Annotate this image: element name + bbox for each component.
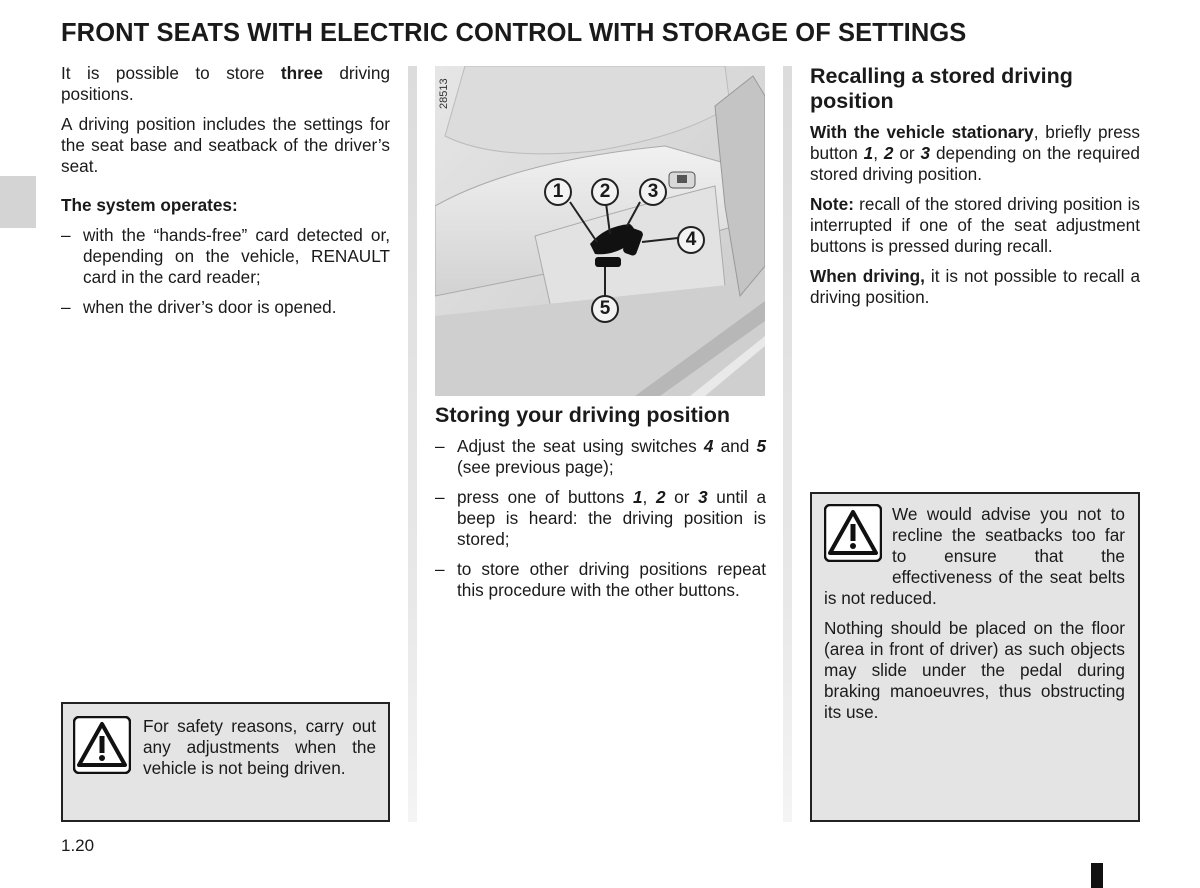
callout-1: 1 bbox=[544, 178, 572, 206]
callout-4: 4 bbox=[677, 226, 705, 254]
callout-2: 2 bbox=[591, 178, 619, 206]
corner-mark bbox=[1091, 863, 1103, 888]
storing-heading: Storing your driving position bbox=[435, 403, 731, 427]
driving-position-text: A driving position includes the settings for the seat base and seatback of the driver’s seat. bbox=[61, 114, 390, 176]
list-item: – Adjust the seat using switches 4 and 5 (see previous page); bbox=[435, 436, 766, 477]
list-item: – with the “hands-free” card detected or, depending on the vehicle, RENAULT card in the card reader; bbox=[61, 225, 390, 287]
system-operates-heading: The system operates: bbox=[61, 195, 238, 215]
list-item: – to store other driving positions repeat this procedure with the other buttons. bbox=[435, 559, 766, 600]
right-column bbox=[810, 64, 1140, 317]
floor-warning-text: Nothing should be placed on the floor (area in front of driver) as such objects may slide under the pedal during braking manoeuvres, thus obstructing its use. bbox=[824, 618, 1125, 722]
seat-illustration-graphic bbox=[435, 66, 765, 396]
figure-number: 28513 bbox=[438, 78, 450, 109]
recall-note: Note: recall of the stored driving position is interrupted if one of the seat adjustment buttons is pressed during recall. bbox=[810, 194, 1140, 256]
callout-3: 3 bbox=[639, 178, 667, 206]
seatback-warning-box bbox=[810, 492, 1140, 822]
seatback-warning-text: We would advise you not to recline the seatbacks too far to ensure that the effectiveness of the seat belts is not reduced. bbox=[824, 504, 1125, 608]
warning-triangle-icon bbox=[824, 504, 882, 562]
safety-warning-box bbox=[61, 702, 390, 822]
middle-column bbox=[435, 403, 766, 610]
safety-warning-text: For safety reasons, carry out any adjustments when the vehicle is not being driven. bbox=[143, 716, 376, 778]
recall-driving-text: When driving, it is not possible to recall a driving position. bbox=[810, 266, 1141, 307]
seat-controls-illustration bbox=[435, 66, 765, 396]
section-tab bbox=[0, 176, 36, 228]
column-divider-right bbox=[783, 66, 792, 822]
list-item: – when the driver’s door is opened. bbox=[61, 297, 337, 317]
recall-instructions: With the vehicle stationary, briefly press button 1, 2 or 3 depending on the required stored driving position. bbox=[810, 122, 1140, 184]
page-number: 1.20 bbox=[61, 836, 95, 855]
list-item: – press one of buttons 1, 2 or 3 until a beep is heard: the driving position is stored; bbox=[435, 487, 766, 549]
left-column bbox=[61, 63, 390, 327]
store-positions-text: It is possible to store three driving positions. bbox=[61, 63, 390, 104]
warning-triangle-icon bbox=[73, 716, 131, 774]
page-title: FRONT SEATS WITH ELECTRIC CONTROL WITH STORAGE OF SETTINGS bbox=[61, 19, 967, 47]
column-divider-left bbox=[408, 66, 417, 822]
callout-5: 5 bbox=[591, 295, 619, 323]
recalling-heading: Recalling a stored driving position bbox=[810, 64, 1073, 113]
